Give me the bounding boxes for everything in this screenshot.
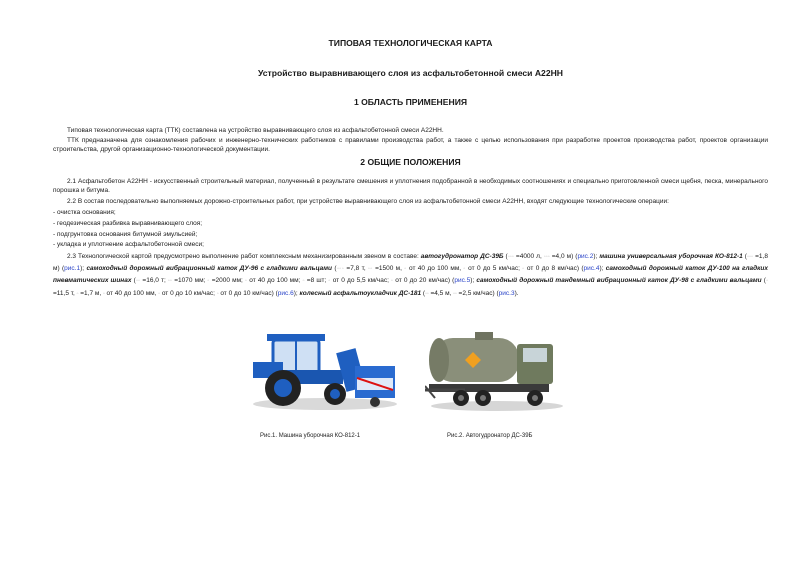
symbol-placeholder: ▫ xyxy=(765,278,769,285)
operation-item-4: - укладка и уплотнение асфальтобетонной смеси; xyxy=(53,241,204,248)
machine-params: =8 шт; xyxy=(304,277,329,285)
machine-params: =1500 м, xyxy=(372,265,405,273)
symbol-placeholder: ▫ xyxy=(76,290,79,297)
punct: ); xyxy=(470,277,477,285)
symbol-placeholder: ▫▫ xyxy=(368,266,373,273)
machine-params: от 40 до 100 мм; xyxy=(247,277,303,285)
symbol-placeholder: ▫ xyxy=(207,278,210,285)
machine-params: =16,0 т; xyxy=(140,277,168,285)
machine-ds39b: автогудронатор ДС-39Б xyxy=(420,253,504,260)
operation-item-1: - очистка основания; xyxy=(53,209,116,216)
symbol-placeholder: ▫▫▫ xyxy=(746,254,754,260)
machine-params: =1,7 м, xyxy=(78,289,103,297)
machine-du96: самоходный дорожный вибрационный каток ДУ-96 с гладкими вальцами xyxy=(86,265,332,273)
machine-params: =11,5 т, xyxy=(53,289,77,297)
section-1-paragraph-2: ТТК предназначена для ознакомления рабочих и инженерно-технических работников с правилами производства работ, а также с целью использования при разработке проектов производства работ, проектов организации строительства, другой организационно-технологической документации. xyxy=(53,137,768,154)
link-fig-1[interactable]: рис.1 xyxy=(64,265,81,273)
punct: ); xyxy=(593,253,600,260)
link-fig-3[interactable]: рис.3 xyxy=(498,289,515,297)
machine-params: =1,8 м) ( xyxy=(53,253,768,273)
machine-params: от 0 до 20 км/час) ( xyxy=(393,277,455,285)
symbol-placeholder: ▫▫ xyxy=(135,278,141,285)
tractor-sweeper-image xyxy=(243,318,403,414)
machine-du98: самоходный дорожный тандемный вибрационный каток ДУ-98 с гладкими вальцами xyxy=(476,277,762,285)
machine-params: =4,5 м, xyxy=(428,289,454,297)
machine-ko812: машина универсальная уборочная КО-812-1 xyxy=(599,253,743,260)
machine-params: =4,0 м) ( xyxy=(549,253,578,260)
symbol-placeholder: ▫ xyxy=(404,266,407,273)
punct: ); xyxy=(293,289,300,297)
figure-2-caption: Рис.2. Автогудронатор ДС-39Б xyxy=(447,433,533,439)
section-2-paragraph-2-3: 2.3 Технологической картой предусмотрено выполнение работ комплексным механизированным звеном в составе: автогудронатор ДС-39Б (▫▫▫ =4000 л, ▫▫▫ =4,0 м) (рис.2); машина универсальная уборочная КО-812-1 (▫▫▫ =1,8 м) (рис.1); самоходный дорожный вибрационный каток ДУ-96 с гладкими вальцами (▫▫▫ =7,8 т, ▫▫ =1500 м, ▫ от 40 до 100 мм, ▫ от 0 до 5 км/час; ▫ от 0 до 8 км/час) (рис.4); самоходный дорожный каток ДУ-100 на гладких пневматических шинах (▫▫ =16,0 т; ▫▫ =1070 мм; ▫ =2000 мм; ▫ от 40 до 100 мм; ▫ =8 шт; ▫ от 0 до 5,5 км/час; ▫ от 0 до 20 км/час) (рис.5); самоходный дорожный тандемный вибрационный каток ДУ-98 с гладкими вальцами (▫ =11,5 т, ▫ =1,7 м, ▫ от 40 до 100 мм, ▫ от 0 до 10 км/час; ▫ от 0 до 10 км/час) (рис.6); колесный асфальтоукладчик ДС-181 (▫▫ =4,5 м, ▫▫ =2,5 км/час) (рис.3). xyxy=(53,253,769,297)
link-fig-4[interactable]: рис.4 xyxy=(583,265,600,273)
machine-params: =2000 мм; xyxy=(209,277,245,285)
figure-1-caption: Рис.1. Машина уборочная КО-812-1 xyxy=(260,433,361,439)
symbol-placeholder: ▫▫▫ xyxy=(336,266,345,273)
p23-intro: 2.3 Технологической картой предусмотрено выполнение работ комплексным механизированным звеном в составе: xyxy=(67,253,421,260)
machine-params: от 40 до 100 мм, xyxy=(406,265,464,273)
machine-params: от 0 до 5 км/час; xyxy=(465,265,523,273)
symbol-placeholder: ▫ xyxy=(216,290,219,297)
machine-params: от 0 до 8 км/час) ( xyxy=(524,265,584,273)
machine-params: от 0 до 5,5 км/час; xyxy=(330,277,392,285)
machine-params: =2,5 км/час) ( xyxy=(456,289,499,297)
document-title: ТИПОВАЯ ТЕХНОЛОГИЧЕСКАЯ КАРТА xyxy=(328,38,493,48)
operation-item-2: - геодезическая разбивка выравнивающего слоя; xyxy=(53,220,203,227)
symbol-placeholder: ▫▫▫ xyxy=(507,254,514,260)
link-fig-6[interactable]: рис.6 xyxy=(277,289,294,297)
machine-params: =7,8 т, xyxy=(344,265,369,273)
machine-params: от 0 до 10 км/час; xyxy=(160,289,217,297)
symbol-placeholder: ▫ xyxy=(522,266,525,273)
symbol-placeholder: ▫ xyxy=(328,278,331,285)
section-2-paragraph-2-2: 2.2 В состав последовательно выполняемых дорожно-строительных работ, при устройстве выравнивающего слоя из асфальтобетонной смеси А22НН, входят следующие технологические операции: xyxy=(67,198,669,205)
link-fig-2[interactable]: рис.2 xyxy=(577,253,594,260)
symbol-placeholder: ▫▫ xyxy=(425,290,429,297)
machine-params: =1070 мм; xyxy=(172,277,208,285)
symbol-placeholder: ▫ xyxy=(302,278,305,285)
symbol-placeholder: ▫▫▫ xyxy=(543,254,550,260)
symbol-placeholder: ▫▫ xyxy=(453,290,457,297)
symbol-placeholder: ▫▫ xyxy=(167,278,173,285)
symbol-placeholder: ▫ xyxy=(463,266,466,273)
machine-params: от 0 до 10 км/час) ( xyxy=(218,289,278,297)
machine-params: от 40 до 100 мм, xyxy=(104,289,159,297)
symbol-placeholder: ▫ xyxy=(245,278,248,285)
bitumen-tanker-truck-image xyxy=(425,318,565,414)
punct: ); xyxy=(80,265,87,273)
operation-item-3: - подгрунтовка основания битумной эмульсией; xyxy=(53,231,198,238)
punct: ). xyxy=(514,289,519,297)
section-1-paragraph-1: Типовая технологическая карта (ТТК) составлена на устройство выравнивающего слоя из асфальтобетонной смеси А22НН. xyxy=(67,127,444,134)
machine-params: =4000 л, xyxy=(513,253,544,260)
symbol-placeholder: ▫ xyxy=(391,278,394,285)
section-1-heading: 1 ОБЛАСТЬ ПРИМЕНЕНИЯ xyxy=(353,97,468,107)
punct: ); xyxy=(599,265,606,273)
symbol-placeholder: ▫ xyxy=(102,290,105,297)
symbol-placeholder: ▫ xyxy=(158,290,161,297)
section-2-heading: 2 ОБЩИЕ ПОЛОЖЕНИЯ xyxy=(360,157,461,167)
document-subtitle: Устройство выравнивающего слоя из асфальтобетонной смеси А22НН xyxy=(257,68,564,78)
section-2-paragraph-2-1: 2.1 Асфальтобетон А22НН - искусственный строительный материал, полученный в результате смешения и уплотнения подобранной в необходимых соотношениях и специально приготовленной смеси щебня, песка, минерального порошка и битума. xyxy=(53,178,768,195)
machine-ds181: колесный асфальтоукладчик ДС-181 xyxy=(299,289,422,297)
link-fig-5[interactable]: рис.5 xyxy=(454,277,471,285)
machine-du100: самоходный дорожный каток ДУ-100 на гладких пневматических шинах xyxy=(53,265,769,285)
